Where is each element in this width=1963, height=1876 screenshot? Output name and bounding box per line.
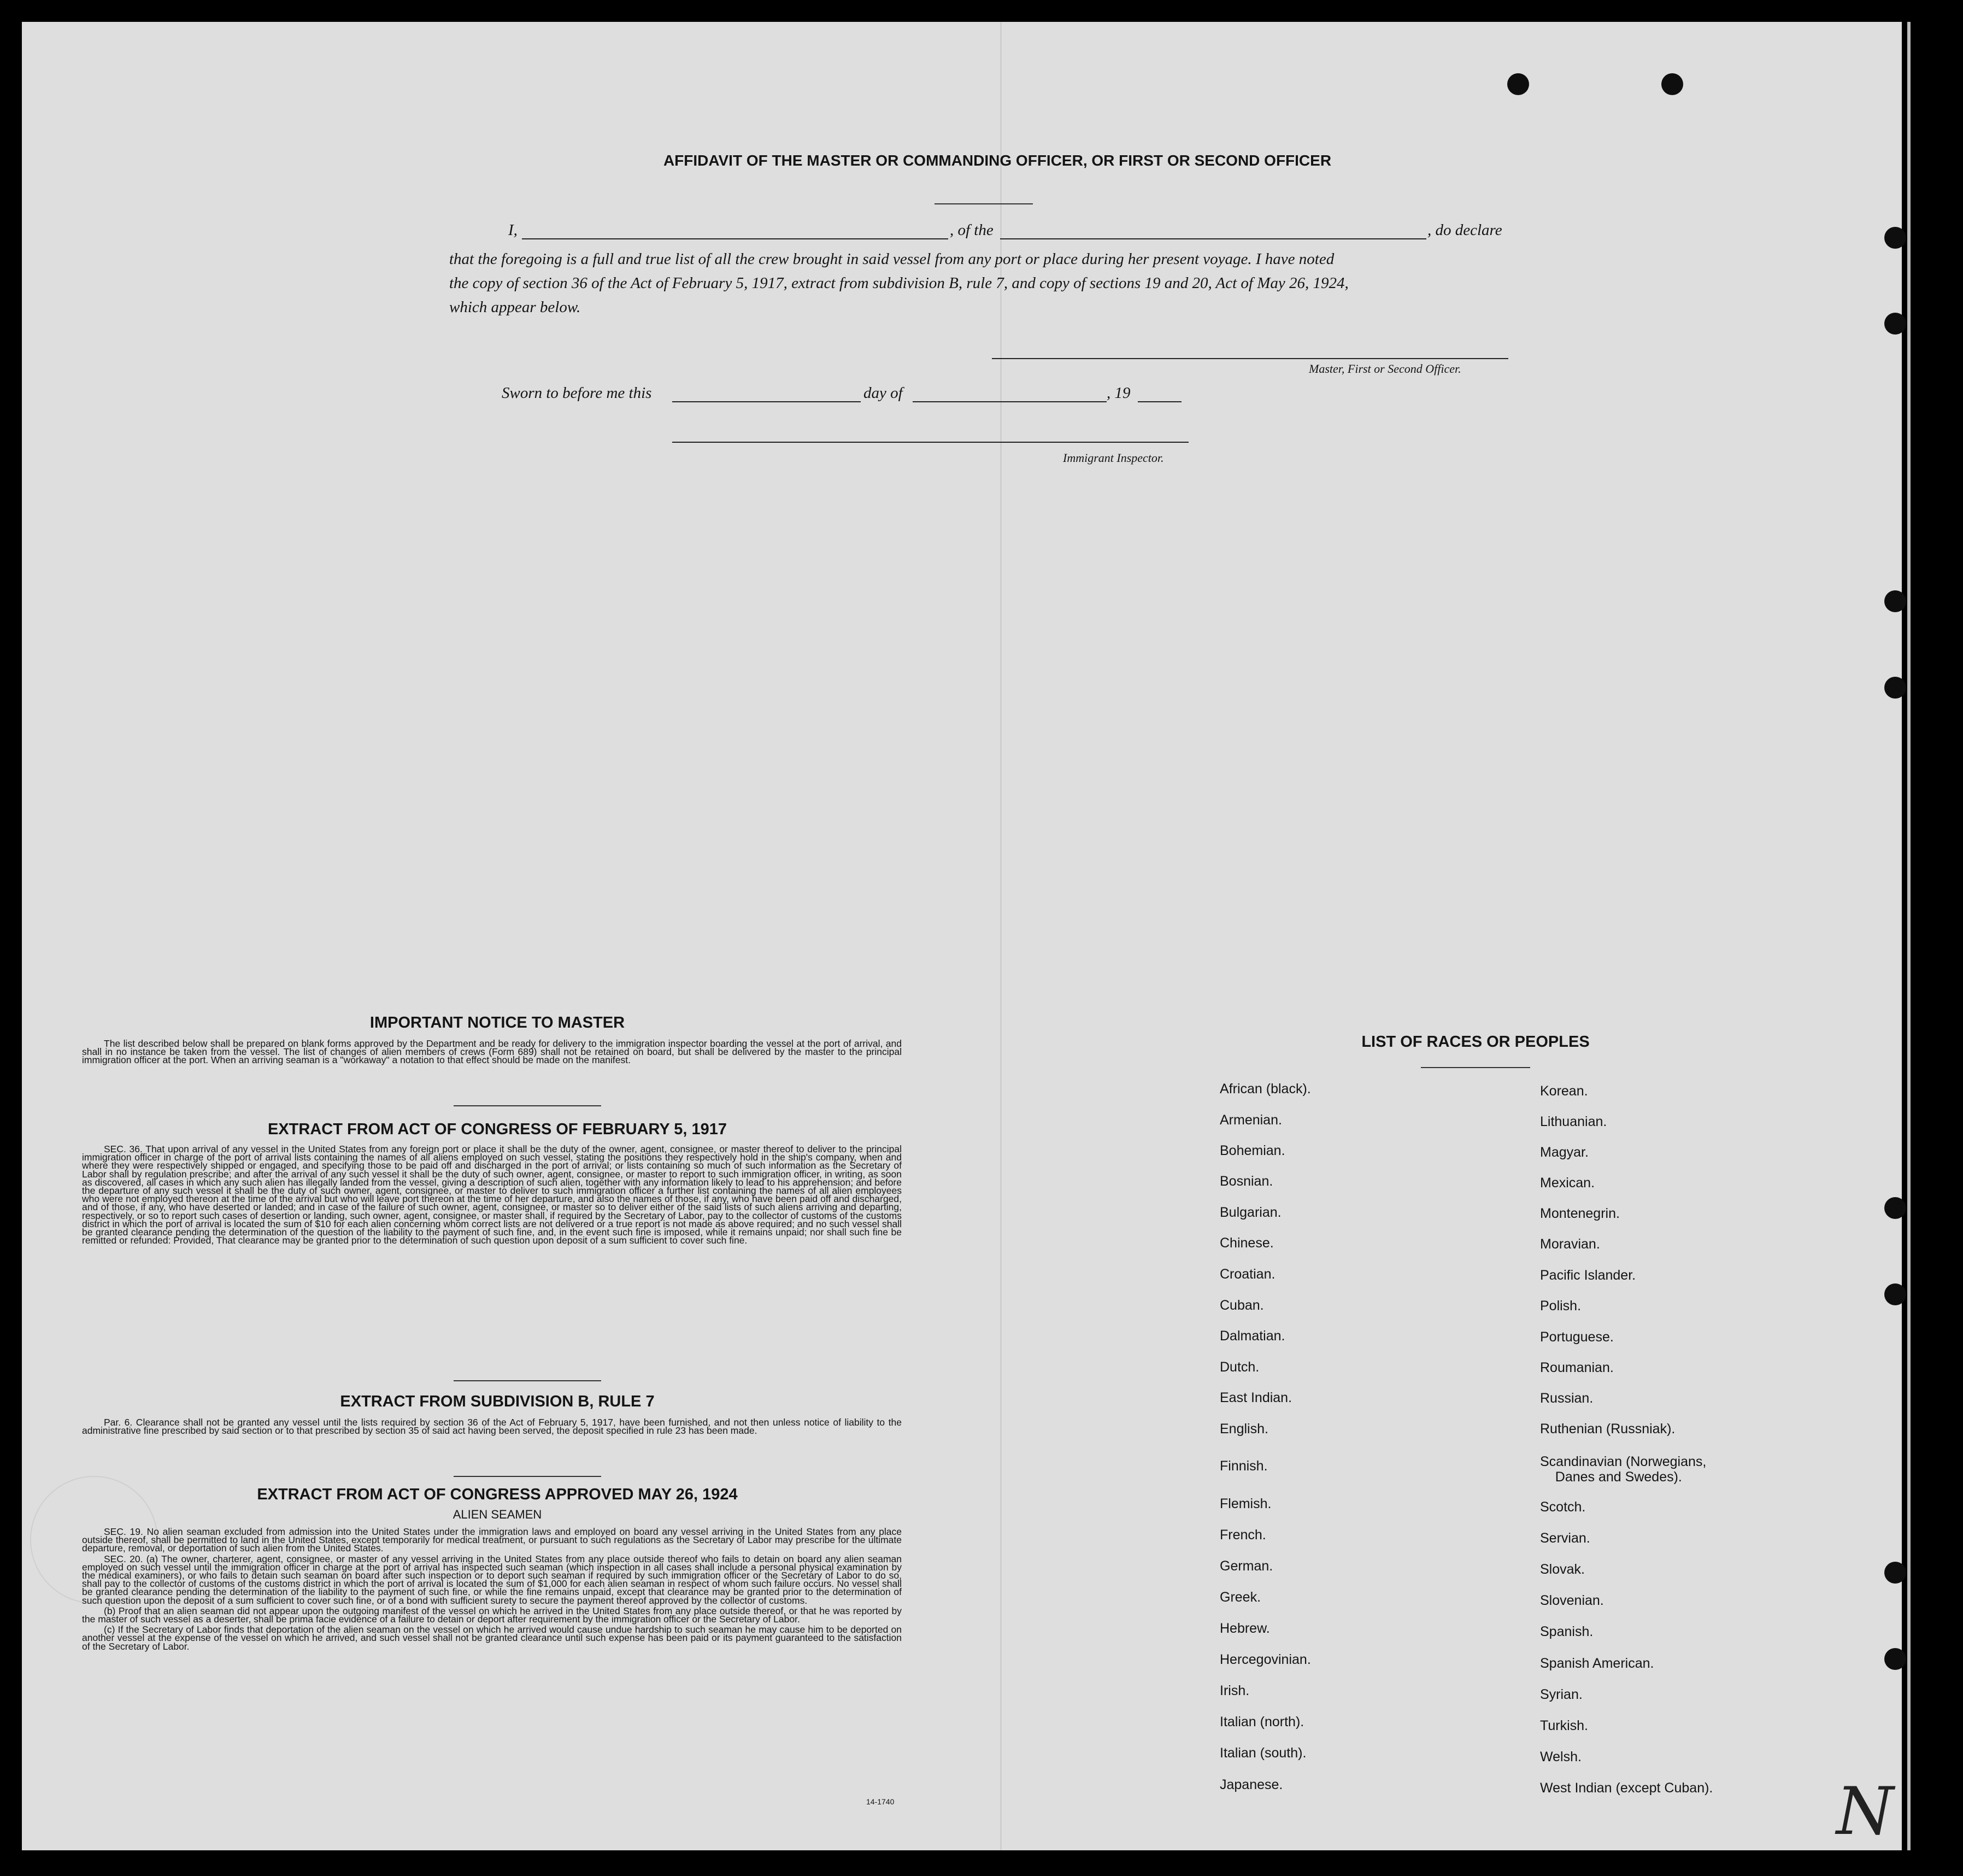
race-item: Bosnian. xyxy=(1220,1174,1273,1189)
title-rule xyxy=(935,203,1033,204)
race-item: African (black). xyxy=(1220,1081,1311,1097)
section-rule xyxy=(454,1476,601,1477)
race-item: Bohemian. xyxy=(1220,1143,1285,1158)
race-item: Korean. xyxy=(1540,1083,1588,1099)
race-item: Pacific Islander. xyxy=(1540,1268,1636,1283)
sworn-day-line[interactable] xyxy=(672,401,861,402)
race-item: Greek. xyxy=(1220,1590,1261,1605)
race-item: Armenian. xyxy=(1220,1112,1282,1128)
race-item: Spanish. xyxy=(1540,1624,1594,1639)
punch-hole xyxy=(1661,73,1683,95)
master-signature-line[interactable] xyxy=(992,358,1508,359)
punch-hole xyxy=(1884,677,1906,699)
race-item: Dutch. xyxy=(1220,1359,1260,1375)
punch-hole xyxy=(1884,590,1906,612)
race-item: Lithuanian. xyxy=(1540,1114,1607,1129)
inspector-signature-line[interactable] xyxy=(672,442,1189,443)
race-item: Croatian. xyxy=(1220,1267,1276,1282)
race-item: Finnish. xyxy=(1220,1458,1268,1474)
punch-hole xyxy=(1884,1562,1906,1584)
affiant-name-line[interactable] xyxy=(522,238,948,239)
races-title-rule xyxy=(1421,1067,1530,1068)
race-item: Italian (north). xyxy=(1220,1714,1304,1730)
affidavit-line-3: which appear below. xyxy=(449,298,581,316)
punch-hole xyxy=(1884,1197,1906,1219)
race-item: Scotch. xyxy=(1540,1499,1586,1515)
race-item: Chinese. xyxy=(1220,1235,1274,1251)
section-rule xyxy=(454,1380,601,1381)
race-item: Roumanian. xyxy=(1540,1360,1614,1375)
race-item: German. xyxy=(1220,1558,1273,1574)
race-item: Spanish American. xyxy=(1540,1656,1654,1671)
handwritten-mark: N xyxy=(1836,1774,1894,1850)
race-item: Montenegrin. xyxy=(1540,1206,1620,1221)
notice-title: IMPORTANT NOTICE TO MASTER xyxy=(369,1014,625,1031)
sec-20a-paragraph: SEC. 20. (a) The owner, charterer, agent, consignee, or master of any vessel arriving in the United States from any place outside thereof who fails to detain on board any alien seaman employed on such vessel until the immigration officer in charge at the port of arrival has inspected such seaman (which inspection in all cases shall include a personal physical examination by the medical examiners), or who fails to detain such seaman on board after such inspection or to deport such seaman if required by such immigration officer or the Secretary of Labor to do so, shall pay to the collector of customs of the customs district in which the port of arrival is located the sum of $1,000 for each alien seaman in respect of whom such failure occurs. No vessel shall be granted clearance pending the determination of the liability to the payment of such fine, or while the fine remains unpaid, except that clearance may be granted prior to the determination of such question upon the deposit of a sum sufficient to cover such fine, or of a bond with sufficient surety to secure the payment thereof approved by the collector of customs. xyxy=(82,1553,902,1606)
sec-20c-paragraph: (c) If the Secretary of Labor finds that deportation of the alien seaman on the vessel on which he arrived would cause undue hardship to such seaman he may cause him to be deported on another vessel at the expense of the vessel on which he arrived, and such vessel shall not be granted clearance until such expense has been paid or its payment guaranteed to the satisfaction of the Secretary of Labor. xyxy=(82,1624,902,1652)
race-item: Bulgarian. xyxy=(1220,1205,1282,1220)
affidavit-line-1: that the foregoing is a full and true list of all the crew brought in said vessel from any port or place during her present voyage. I have noted xyxy=(449,250,1335,268)
alien-seamen-subtitle: ALIEN SEAMEN xyxy=(452,1508,542,1521)
section-rule xyxy=(454,1105,601,1106)
sec-36-paragraph: SEC. 36. That upon arrival of any vessel in the United States from any foreign port or place it shall be the duty of the owner, agent, consignee, or master thereof to deliver to the principal immigration officer in charge of the port of arrival lists containing the names of all aliens employed on such vessel, stating the positions they respectively hold in the ship's company, when and where they were respectively shipped or engaged, and specifying those to be paid off and discharged in the port of arrival; or lists containing so much of such information as the Secretary of Labor shall by regulation prescribe; and after the arrival of any such vessel it shall be the duty of such owner, agent, consignee, or master to report to such immigration officer, in writing, as soon as discovered, all cases in which any such alien has illegally landed from the vessel, giving a description of such alien, together with any information likely to lead to his apprehension; and before the departure of any such vessel it shall be the duty of such owner, agent, consignee, or master to deliver to such immigration officer a further list containing the names of all alien employees who were not employed thereon at the time of the arrival but who will leave port thereon at the time of her departure, and also the names of those, if any, who have been paid off and discharged, and of those, if any, who have deserted or landed; and in case of the failure of such owner, agent, consignee, or master so to deliver either of the said lists of such aliens arriving and departing, respectively, or so to report such cases of desertion or landing, such owner, agent, consignee, or master shall, if required by the Secretary of Labor, pay to the collector of customs of the customs district in which the port of arrival is located the sum of $10 for each alien concerning whom correct lists are not delivered or a true report is not made as above required; and no such vessel shall be granted clearance pending the determination of the question of the liability to the payment of such fine, and, in the event such fine is imposed, while it remains unpaid; nor shall such fine be remitted or refunded: Provided, That clearance may be granted prior to the determination of such question upon deposit of a sum sufficient to cover such fine. xyxy=(82,1144,902,1246)
race-item: Portuguese. xyxy=(1540,1329,1614,1345)
race-item: Flemish. xyxy=(1220,1496,1272,1511)
rule-7-text xyxy=(82,1418,902,1437)
race-item: Hebrew. xyxy=(1220,1621,1270,1636)
extract-1917-title: EXTRACT FROM ACT OF CONGRESS OF FEBRUARY 5, 1917 xyxy=(267,1121,727,1138)
extract-1924-title: EXTRACT FROM ACT OF CONGRESS APPROVED MAY 26, 1924 xyxy=(257,1486,738,1503)
master-caption: Master, First or Second Officer. xyxy=(1309,362,1461,376)
race-item: Japanese. xyxy=(1220,1777,1283,1792)
affidavit-title: AFFIDAVIT OF THE MASTER OR COMMANDING OFFICER, OR FIRST OR SECOND OFFICER xyxy=(663,152,1332,169)
race-item: Ruthenian (Russniak). xyxy=(1540,1421,1676,1437)
page-edge xyxy=(1907,22,1911,1850)
sec-19-paragraph: SEC. 19. No alien seaman excluded from admission into the United States under the immigration laws and employed on board any vessel arriving in the United States from any place outside thereof, shall be permitted to land in the United States, except temporarily for medical treatment, or pursuant to such regulations as the Secretary of Labor may prescribe for the ultimate departure, removal, or deportation of such alien from the United States. xyxy=(82,1526,902,1554)
punch-hole xyxy=(1507,73,1529,95)
race-item: French. xyxy=(1220,1527,1266,1543)
punch-hole xyxy=(1884,1648,1906,1670)
inspector-caption: Immigrant Inspector. xyxy=(1063,451,1164,465)
vessel-label: , of the xyxy=(950,221,994,239)
race-item: Polish. xyxy=(1540,1298,1582,1314)
punch-hole xyxy=(1884,227,1906,249)
race-item: English. xyxy=(1220,1421,1268,1437)
races-title: LIST OF RACES OR PEOPLES xyxy=(1361,1033,1590,1051)
race-item: Servian. xyxy=(1540,1531,1590,1546)
race-item: Slovenian. xyxy=(1540,1593,1604,1608)
sworn-month-line[interactable] xyxy=(913,401,1107,402)
race-item: Cuban. xyxy=(1220,1298,1264,1313)
race-item: Irish. xyxy=(1220,1683,1250,1698)
extract-1917-text xyxy=(82,1145,902,1247)
year-label: , 19 xyxy=(1107,384,1131,402)
affiant-label: I, xyxy=(508,221,518,239)
race-item: Mexican. xyxy=(1540,1175,1595,1191)
affidavit-line-2: the copy of section 36 of the Act of February 5, 1917, extract from subdivision B, rule 7, and copy of sections 19 and 20, Act of May 26, 1924, xyxy=(449,274,1349,292)
page-fold xyxy=(1000,22,1002,1850)
notice-text xyxy=(82,1040,902,1067)
vessel-name-line[interactable] xyxy=(1000,238,1426,239)
race-item: East Indian. xyxy=(1220,1390,1292,1405)
rule-7-title: EXTRACT FROM SUBDIVISION B, RULE 7 xyxy=(340,1393,655,1410)
race-item: Welsh. xyxy=(1540,1749,1582,1764)
declare-label: , do declare xyxy=(1427,221,1502,239)
race-item: Hercegovinian. xyxy=(1220,1652,1311,1667)
race-item: West Indian (except Cuban). xyxy=(1540,1780,1713,1796)
sec-20b-paragraph: (b) Proof that an alien seaman did not appear upon the outgoing manifest of the vessel on which he arrived in the United States from any place outside thereof, or that he was reported by the master of such vessel as a deserter, shall be prima facie evidence of a failure to detain or deport after requirement by the immigration officer or the Secretary of Labor. xyxy=(82,1605,902,1625)
sworn-label: Sworn to before me this xyxy=(502,384,652,402)
form-number: 14-1740 xyxy=(866,1797,895,1806)
sworn-year-line[interactable] xyxy=(1138,401,1182,402)
race-item: Russian. xyxy=(1540,1391,1594,1406)
race-item: Moravian. xyxy=(1540,1236,1600,1252)
extract-1924-text xyxy=(82,1528,902,1653)
day-of-label: day of xyxy=(863,384,903,402)
race-item: Syrian. xyxy=(1540,1687,1583,1702)
race-item: Turkish. xyxy=(1540,1718,1588,1733)
race-item: Italian (south). xyxy=(1220,1745,1307,1761)
par-6-paragraph: Par. 6. Clearance shall not be granted any vessel until the lists required by section 36 of the Act of February 5, 1917, have been furnished, and not then unless notice of liability to the administrative fine prescribed by said section or to that prescribed by section 35 of said act having been served, the deposit specified in rule 23 has been made. xyxy=(82,1417,902,1437)
race-item: Slovak. xyxy=(1540,1562,1585,1577)
punch-hole xyxy=(1884,1283,1906,1305)
race-item: Magyar. xyxy=(1540,1145,1589,1160)
race-item: Dalmatian. xyxy=(1220,1328,1285,1344)
race-item: Scandinavian (Norwegians, Danes and Swedes). xyxy=(1540,1454,1707,1485)
punch-hole xyxy=(1884,313,1906,335)
notice-paragraph: The list described below shall be prepared on blank forms approved by the Department and be ready for delivery to the immigration inspector boarding the vessel at the port of arrival, and shall in no instance be taken from the vessel. The list of changes of alien members of crews (Form 689) shall not be retained on board, but shall be delivered by the master to the principal immigration officer at the port. When an arriving seaman is a "workaway" a notation to that effect should be made on the manifest. xyxy=(82,1038,902,1066)
